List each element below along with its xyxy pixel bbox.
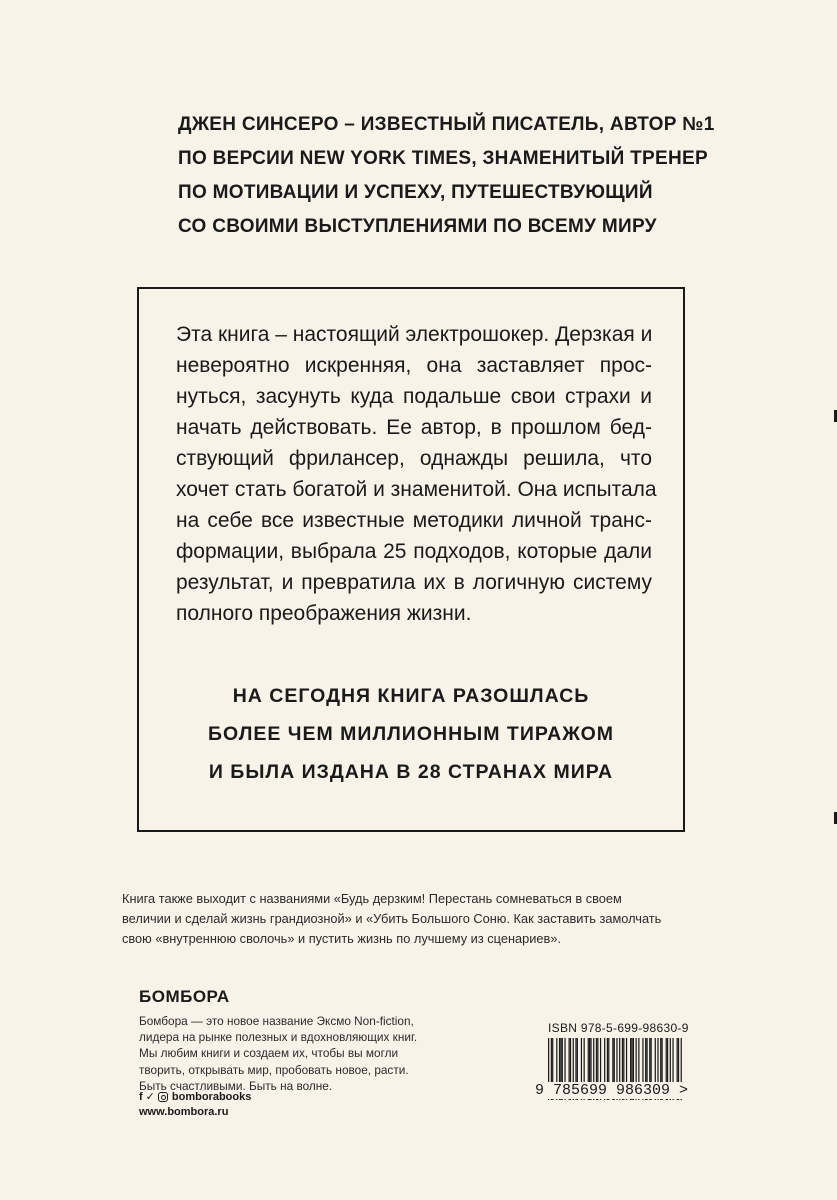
- claim-line: БОЛЕЕ ЧЕМ МИЛЛИОННЫМ ТИРАЖОМ: [208, 723, 614, 745]
- author-headline: [178, 108, 715, 244]
- blurb-line: хочет стать богатой и знаменитой. Она испытала: [176, 478, 657, 501]
- blurb-line: ствующий фрилансер, однажды решила, что: [176, 447, 652, 470]
- alternate-titles-note: [122, 889, 732, 949]
- note-line: свою «внутреннюю сволочь» и пустить жизнь по лучшему из сценариев».: [122, 931, 561, 946]
- vk-icon[interactable]: ✓: [145, 1091, 155, 1103]
- publisher-line: Мы любим книги и создаем их, чтобы вы могли: [139, 1046, 399, 1061]
- note-line: величии и сделай жизнь грандиозной» и «Убить Большого Соню. Как заставить замолчать: [122, 911, 662, 926]
- publisher-line: Бомбора — это новое название Эксмо Non-fiction,: [139, 1014, 414, 1028]
- headline-line: ДЖЕН СИНСЕРО – ИЗВЕСТНЫЙ ПИСАТЕЛЬ, АВТОР №1: [178, 114, 715, 135]
- publisher-description: [139, 1013, 469, 1094]
- facebook-icon[interactable]: f: [139, 1090, 143, 1103]
- blurb-line: Эта книга – настоящий электрошокер. Дерзкая и: [176, 323, 653, 346]
- headline-line: ПО ВЕРСИИ NEW YORK TIMES, ЗНАМЕНИТЫЙ ТРЕНЕР: [178, 148, 708, 169]
- note-line: Книга также выходит с названиями «Будь дерзким! Перестань сомневаться в своем: [122, 891, 622, 906]
- social-handle[interactable]: bomborabooks: [171, 1090, 252, 1103]
- blurb-line: полного преображения жизни.: [176, 602, 472, 625]
- blurb-line: формации, выбрала 25 подходов, которые дали: [176, 540, 652, 563]
- headline-line: СО СВОИМИ ВЫСТУПЛЕНИЯМИ ПО ВСЕМУ МИРУ: [178, 216, 657, 237]
- claim-line: И БЫЛА ИЗДАНА В 28 СТРАНАХ МИРА: [208, 761, 614, 783]
- blurb-line: результат, и превратила их в логичную систему: [176, 571, 652, 594]
- headline-line: ПО МОТИВАЦИИ И УСПЕХУ, ПУТЕШЕСТВУЮЩИЙ: [178, 182, 653, 203]
- blurb-line: на себе все известные методики личной транс-: [176, 509, 652, 532]
- blurb-line: нуться, засунуть куда подальше свои страхи и: [176, 385, 652, 408]
- social-links: [139, 1090, 251, 1103]
- sales-claim: [139, 677, 683, 791]
- blurb-line: невероятно искренняя, она заставляет прос-: [176, 354, 652, 377]
- instagram-icon[interactable]: [158, 1092, 168, 1102]
- book-blurb: [176, 319, 657, 629]
- publisher-logo: БОМБОРА: [139, 987, 230, 1006]
- publisher-website[interactable]: www.bombora.ru: [139, 1106, 229, 1118]
- publisher-line: лидера на рынке полезных и вдохновляющих книг.: [139, 1030, 418, 1045]
- publisher-line: творить, открывать мир, пробовать новое, расти.: [139, 1062, 409, 1077]
- isbn-label: ISBN 978-5-699-98630-9: [548, 1021, 689, 1035]
- publisher-line: Быть счастливыми. Быть на волне.: [139, 1078, 333, 1093]
- blurb-frame: [137, 287, 685, 832]
- claim-line: НА СЕГОДНЯ КНИГА РАЗОШЛАСЬ: [232, 685, 590, 707]
- blurb-line: начать действовать. Ее автор, в прошлом бед-: [176, 416, 652, 439]
- barcode-digits: 9 785699 986309 >: [535, 1082, 689, 1099]
